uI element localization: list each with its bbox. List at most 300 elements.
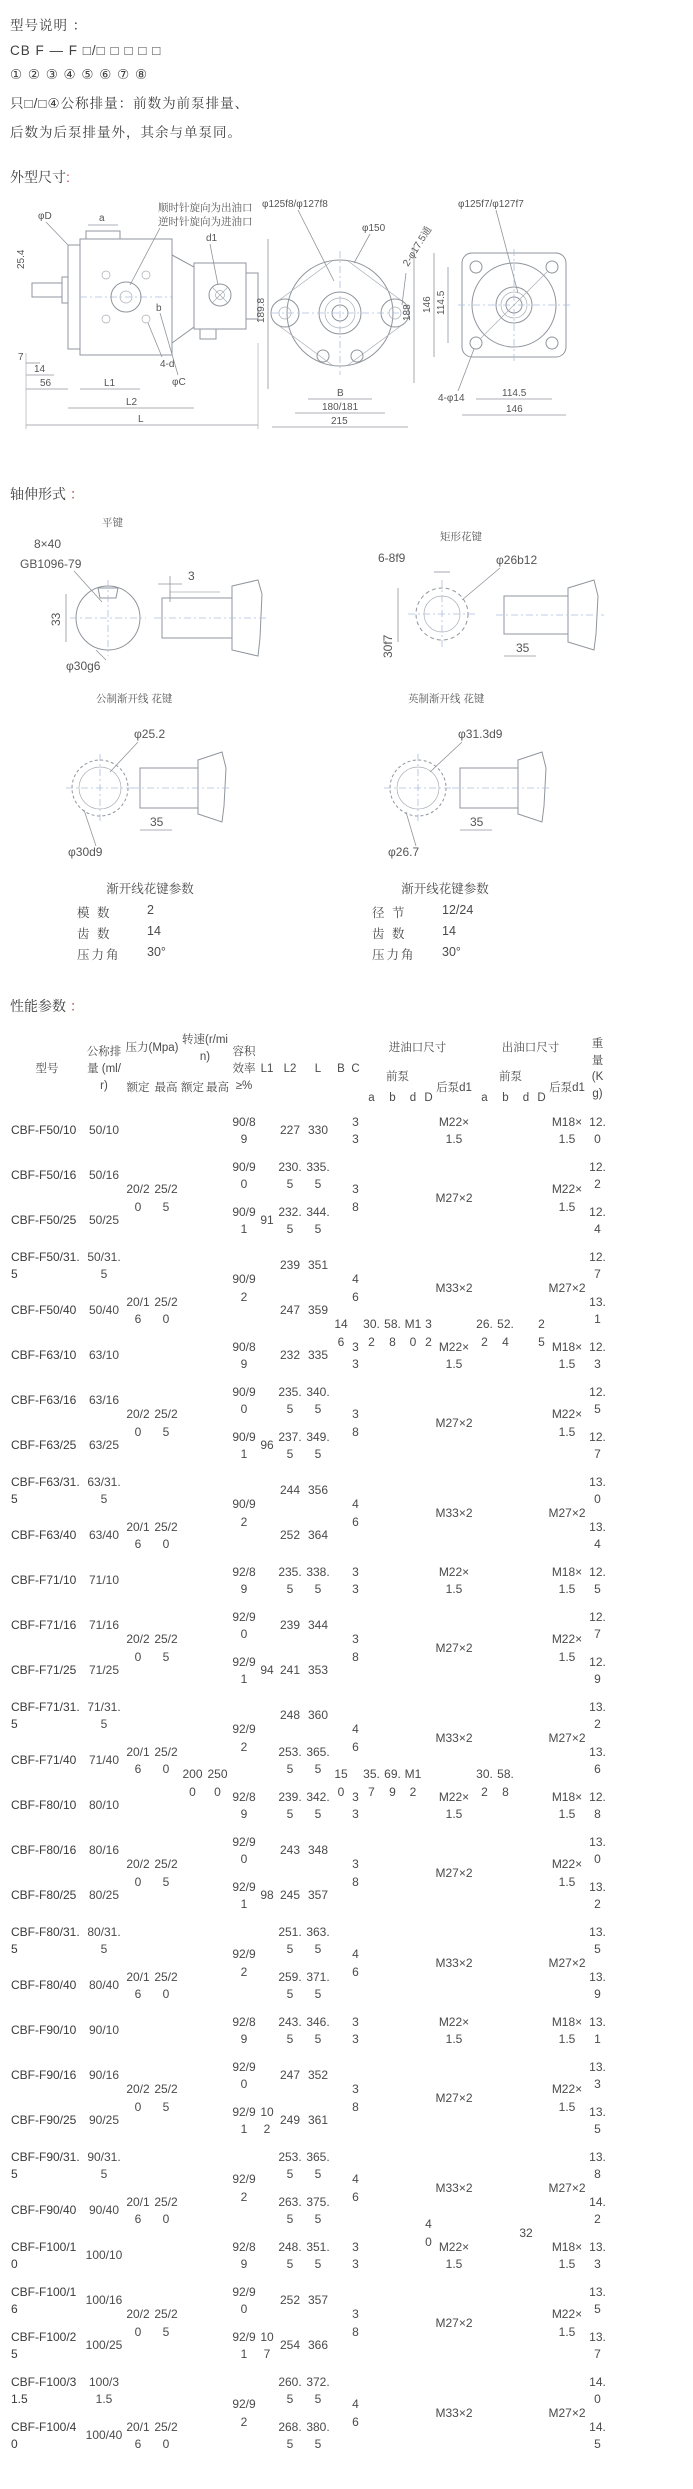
value-cell: 20/20 [126,2307,150,2339]
value-cell: 342.5 [306,1789,330,1822]
header-cell: 额定 [126,1081,150,1094]
value-cell: 344 [307,1618,329,1633]
value-cell: 33 [352,2014,359,2047]
model-cell: CBF-F63/31.5 [11,1474,80,1507]
value-cell: 259.5 [278,1969,302,2002]
dim-L1: L1 [104,378,116,389]
value-cell: 349.5 [306,1429,330,1462]
header-cell: 压力(Mpa) [125,1042,179,1055]
value-cell: 13.5 [589,1924,606,1957]
value-cell: M22×1.5 [551,1857,583,1889]
dim-B: B [337,388,344,399]
value-cell: M18×1.5 [551,1114,583,1147]
performance-heading [10,996,693,1016]
value-cell: 46 [352,1947,359,1979]
value-cell: 20/16 [126,1294,150,1327]
value-cell: 356 [307,1483,329,1498]
model-cell: CBF-F71/31.5 [11,1699,80,1732]
param-label: 压力角 [372,948,416,962]
header-cell: 出油口尺寸 [501,1042,560,1055]
value-cell: 33 [352,1789,359,1822]
value-cell: 30.2 [476,1767,493,1799]
model-cell: CBF-F63/16 [11,1393,77,1408]
value-cell: 12.0 [589,1114,606,1147]
value-cell: 12.5 [589,1384,606,1417]
value-cell: 90/31.5 [87,2149,121,2182]
value-cell: 20/16 [126,1969,150,2002]
model-cell: CBF-F90/16 [11,2068,77,2083]
dim-phiD: φD [38,211,52,222]
value-cell: 20/20 [126,1632,150,1664]
dim-35-metric: 35 [150,815,164,829]
value-cell: 90/90 [232,1384,256,1417]
value-cell: M27×2 [548,2180,586,2195]
value-cell: 338.5 [306,1564,330,1597]
dim-14: 14 [34,364,46,375]
param-value: 12/24 [442,903,474,917]
value-cell: 252 [279,1528,301,1543]
dim-phi26-7: φ26.7 [388,845,420,859]
header-cell: 额定 [181,1081,204,1094]
value-cell: 239 [279,1618,301,1633]
value-cell: 100/16 [85,2293,123,2308]
value-cell: 80/40 [88,1978,120,1993]
value-cell [516,1559,536,2009]
spline-params-metric [65,879,235,966]
value-cell: 80/31.5 [87,1924,121,1957]
value-cell: 63/40 [88,1528,120,1543]
value-cell: 25/20 [154,1294,178,1327]
dim-phi25-2: φ25.2 [134,727,166,741]
dim-phi150: φ150 [362,223,386,234]
model-code-heading [10,14,693,34]
dim-phiC: φC [172,377,186,388]
dim-phi125f7: φ125f7/φ127f7 [458,199,524,210]
spline-params-metric-title: 渐开线花键参数 [106,882,194,896]
value-cell: 92/90 [232,1834,256,1867]
value-cell: 92/90 [232,1609,256,1642]
model-cell: CBF-F100/40 [11,2419,77,2452]
value-cell: 361 [307,2113,329,2128]
value-cell: 13.2 [589,1879,606,1912]
value-cell: 2500 [207,1767,228,1799]
model-code-note-2: 后数为后泵排量外，其余与单泵同。 [10,125,242,140]
value-cell: 38 [352,1407,359,1439]
value-cell: 92/89 [232,1564,256,1597]
value-cell: 247 [279,2068,301,2083]
spline-params-imperial-title: 渐开线花键参数 [401,882,489,896]
header-cell: 前泵 [386,1071,409,1084]
value-cell: 13.2 [589,1699,606,1732]
header-cell: 重量(Kg) [591,1038,604,1101]
value-cell: 32 [425,1317,432,1349]
value-cell: 71/40 [88,1753,120,1768]
value-cell: 351.5 [306,2239,330,2272]
value-cell: 335 [307,1348,329,1363]
value-cell: 107 [260,2329,274,2362]
header-cell: D [537,1092,546,1105]
value-cell: 50/16 [88,1168,120,1183]
param-label: 模 数 [77,906,112,920]
value-cell: 20/16 [126,2419,150,2452]
value-cell: 371.5 [306,1969,330,2002]
value-cell: 346.5 [306,2014,330,2047]
dim-phi30g6: φ30g6 [66,659,101,673]
model-cell: CBF-F90/25 [11,2113,77,2128]
dim-phi26b12: φ26b12 [496,553,538,567]
header-cell: 公称排量 (ml/r) [86,1046,122,1092]
value-cell: 239 [279,1258,301,1273]
table-row [10,2009,608,2054]
model-cell: CBF-F80/40 [11,1978,77,1993]
value-cell: 92/90 [232,2284,256,2317]
value-cell: 25/25 [154,2307,178,2339]
value-cell: 25/25 [154,1182,178,1214]
value-cell: M22×1.5 [438,1339,470,1372]
param-value: 30° [442,945,461,959]
value-cell: 33 [352,1114,359,1147]
header-cell: a [368,1092,375,1105]
dim-215: 215 [331,416,348,427]
value-cell: 102 [260,2104,274,2137]
model-cell: CBF-F71/25 [11,1663,77,1678]
value-cell: 91 [260,1213,274,1228]
dim-7: 7 [18,352,24,363]
value-cell: 35.7 [363,1767,380,1799]
value-cell: 357 [307,2293,329,2308]
value-cell: 30.2 [363,1317,380,1349]
value-cell: 38 [352,2307,359,2339]
value-cell: 13.8 [589,2149,606,2182]
value-cell: 330 [307,1123,329,1138]
table-row [10,1109,608,1154]
value-cell: 32 [519,2225,533,2240]
value-cell [495,2009,516,2459]
value-cell: 230.5 [278,1159,302,1192]
value-cell: 14.0 [589,2374,606,2407]
dim-3: 3 [188,569,195,583]
dim-180-181: 180/181 [322,402,359,413]
table-row [10,1559,608,1604]
value-cell: M27×2 [548,1730,586,1745]
perf-heading-text: 性能参数 [10,998,66,1014]
value-cell: 12.7 [589,1249,606,1282]
value-cell: 69.9 [384,1767,401,1799]
value-cell [403,2009,423,2459]
dim-a: a [99,213,105,224]
dim-114-5-v: 114.5 [436,290,447,315]
value-cell: 20/20 [126,1857,150,1889]
value-cell: 100/10 [85,2248,123,2263]
outline-heading-text: 外型尺寸 [10,169,66,185]
header-cell: 最高 [206,1081,229,1094]
dim-146-h: 146 [506,404,523,415]
model-cell: CBF-F63/25 [11,1438,77,1453]
value-cell: 366 [307,2338,329,2353]
value-cell: 13.3 [589,2239,606,2272]
value-cell: 92/92 [232,1722,256,1754]
dim-114-5-h: 114.5 [502,388,527,399]
value-cell: 90/92 [232,1497,256,1529]
shaft-key-drawings [10,510,693,680]
value-cell: 235.5 [278,1384,302,1417]
value-cell: M33×2 [435,1505,473,1520]
value-cell: 38 [352,2082,359,2114]
value-cell: 33 [352,1339,359,1372]
value-cell: 14.5 [589,2419,606,2452]
param-label: 齿 数 [77,927,112,941]
value-cell: 13.0 [589,1834,606,1867]
value-cell: 52.4 [497,1317,514,1349]
value-cell: 90/16 [88,2068,120,2083]
value-cell: 40 [425,2217,432,2249]
header-cell: b [502,1092,509,1105]
value-cell [474,2009,495,2459]
value-cell: 92/89 [232,2014,256,2047]
perf-heading-colon: ： [66,998,84,1014]
dim-b: b [156,303,162,314]
value-cell: M22×1.5 [551,1407,583,1439]
value-cell: 98 [260,1888,274,1903]
value-cell: 96 [260,1438,274,1453]
header-cell: b [389,1092,396,1105]
heading-colon: ： [68,18,88,33]
value-cell: 247 [279,1303,301,1318]
value-cell: M22×1.5 [438,1114,470,1147]
value-cell: 92/89 [232,1789,256,1822]
param-label: 径 节 [372,906,407,920]
value-cell: 50/10 [88,1123,120,1138]
header-cell: 后泵d1 [549,1081,585,1094]
value-cell: 365.5 [306,2149,330,2182]
value-cell: 12.3 [589,1339,606,1372]
note-ccw-inlet: 逆时针旋向为进油口 [158,216,253,228]
model-cell: CBF-F100/25 [11,2329,77,2362]
value-cell: 71/16 [88,1618,120,1633]
shaft-heading-text: 轴伸形式 [10,486,66,502]
spline-params-imperial [360,879,530,966]
flat-key-title: 平键 [102,517,123,529]
model-cell: CBF-F71/10 [11,1573,77,1588]
model-cell: CBF-F80/31.5 [11,1924,80,1957]
model-cell: CBF-F50/31.5 [11,1249,80,1282]
value-cell: 26.2 [476,1317,493,1349]
value-cell: 12.9 [589,1654,606,1687]
value-cell: 46 [352,2172,359,2204]
value-cell: 232.5 [278,1204,302,1237]
value-cell: 58.8 [384,1317,401,1349]
value-cell: 71/10 [88,1573,120,1588]
value-cell: 12.5 [589,1564,606,1597]
dim-30f7: 30f7 [381,634,395,658]
value-cell: 50/25 [88,1213,120,1228]
header-cell: 前泵 [499,1071,522,1084]
value-cell: 94 [260,1663,274,1678]
param-value: 2 [147,903,154,917]
value-cell: 13.6 [589,1744,606,1777]
header-cell: D [424,1092,433,1105]
dim-6-8f9: 6-8f9 [378,551,406,565]
value-cell: M18×1.5 [551,1564,583,1597]
value-cell: 92/92 [232,2172,256,2204]
value-cell: M27×2 [435,1190,473,1205]
header-cell: L1 [260,1063,274,1075]
param-label: 压力角 [77,948,121,962]
header-cell: a [481,1092,488,1105]
header-cell: 转速(r/min) [182,1034,228,1063]
value-cell: 20/16 [126,1744,150,1777]
shaft-heading-colon: ： [66,486,84,502]
header-cell: C [351,1063,360,1075]
value-cell: 38 [352,1857,359,1889]
value-cell: 80/16 [88,1843,120,1858]
dim-phi31-3d9: φ31.3d9 [458,727,503,741]
dim-2-phi17-5: 2-φ17.5通 [401,224,435,269]
model-cell: CBF-F90/40 [11,2203,77,2218]
value-cell: 251.5 [278,1924,302,1957]
value-cell: 351 [307,1258,329,1273]
dim-phi125f8: φ125f8/φ127f8 [262,199,328,210]
shaft-forms-heading [10,484,693,504]
dim-35-rect: 35 [516,641,530,655]
dim-8x40: 8×40 [34,537,62,551]
value-cell: 100/40 [85,2428,123,2443]
model-cell: CBF-F71/40 [11,1753,77,1768]
value-cell: 248 [279,1708,301,1723]
value-cell: 243.5 [278,2014,302,2047]
value-cell: M22×1.5 [438,1564,470,1597]
value-cell: 90/91 [232,1429,256,1462]
dim-35-imperial: 35 [470,815,484,829]
outline-dims-heading [10,167,693,187]
value-cell: 25/25 [154,1407,178,1439]
value-cell: 25/20 [154,1744,178,1777]
dim-L2: L2 [126,397,138,408]
value-cell: 375.5 [306,2194,330,2227]
value-cell: 71/25 [88,1663,120,1678]
imperial-spline-title: 英制渐开线 花键 [408,693,485,705]
value-cell: 50/40 [88,1303,120,1318]
value-cell: 63/25 [88,1438,120,1453]
model-cell: CBF-F50/25 [11,1213,77,1228]
rect-spline-title: 矩形花键 [440,531,482,543]
value-cell: 254 [279,2338,301,2353]
value-cell: 244 [279,1483,301,1498]
param-value: 30° [147,945,166,959]
header-cell: 进油口尺寸 [388,1042,447,1055]
value-cell: 92/91 [232,2329,256,2362]
value-cell: 335.5 [306,1159,330,1192]
value-cell: 252 [279,2293,301,2308]
value-cell: M27×2 [435,1640,473,1655]
value-cell: M33×2 [435,2405,473,2420]
value-cell: 13.0 [589,1474,606,1507]
outline-heading-colon: : [66,169,70,185]
value-cell: 253.5 [278,2149,302,2182]
value-cell: 90/25 [88,2113,120,2128]
value-cell: 13.4 [589,1519,606,1552]
value-cell: M22×1.5 [551,1182,583,1214]
model-cell: CBF-F80/25 [11,1888,77,1903]
value-cell: 13.5 [589,2284,606,2317]
value-cell: M33×2 [435,1730,473,1745]
value-cell: 243 [279,1843,301,1858]
value-cell: M18×1.5 [551,2014,583,2047]
value-cell: 249 [279,2113,301,2128]
value-cell: 92/92 [232,1947,256,1979]
model-cell: CBF-F63/10 [11,1348,77,1363]
value-cell [361,2009,382,2459]
value-cell: 13.1 [589,1294,606,1327]
value-cell: 239.5 [278,1789,302,1822]
dim-146-v: 146 [422,296,433,313]
value-cell: 372.5 [306,2374,330,2407]
value-cell [382,2009,403,2459]
value-cell: 20/20 [126,2082,150,2114]
value-cell: 25/20 [154,2194,178,2227]
value-cell: M18×1.5 [551,1789,583,1822]
value-cell: 92/91 [232,1654,256,1687]
value-cell: 245 [279,1888,301,1903]
value-cell: 363.5 [306,1924,330,1957]
value-cell: 90/40 [88,2203,120,2218]
value-cell: 100/31.5 [88,2374,120,2407]
model-code-numbers: ① ② ③ ④ ⑤ ⑥ ⑦ ⑧ [10,67,149,82]
value-cell: 340.5 [306,1384,330,1417]
value-cell: M33×2 [435,2180,473,2195]
value-cell: 2000 [182,1767,203,1799]
performance-table [10,1030,608,2459]
header-cell: 容积效率 ≥% [232,1046,256,1092]
value-cell: 241 [279,1663,301,1678]
value-cell: 13.1 [589,2014,606,2047]
value-cell [332,2009,350,2459]
dim-33: 33 [49,612,63,626]
dim-d1: d1 [206,233,218,244]
value-cell: 92/91 [232,2104,256,2137]
param-value: 14 [147,924,161,938]
value-cell: 63/16 [88,1393,120,1408]
dim-L: L [138,414,144,425]
value-cell: 46 [352,1722,359,1754]
value-cell: 360 [307,1708,329,1723]
model-cell: CBF-F50/10 [11,1123,77,1138]
value-cell: 25 [538,1317,545,1349]
value-cell: M27×2 [435,2090,473,2105]
model-code-heading-text: 型号说明 [10,18,68,33]
value-cell: 25/20 [154,2419,178,2452]
value-cell: M27×2 [548,1955,586,1970]
value-cell: M27×2 [548,1505,586,1520]
value-cell: 268.5 [278,2419,302,2452]
value-cell: 237.5 [278,1429,302,1462]
value-cell: 20/20 [126,1182,150,1214]
value-cell: 38 [352,1182,359,1214]
dim-25-4: 25.4 [16,249,27,269]
dim-188: 188 [402,304,413,321]
value-cell: 357 [307,1888,329,1903]
value-cell: 90/92 [232,1272,256,1304]
value-cell: M22×1.5 [551,2307,583,2339]
value-cell: 12.7 [589,1609,606,1642]
value-cell: 146 [334,1317,348,1349]
value-cell: M27×2 [548,1280,586,1295]
value-cell: 92/92 [232,2397,256,2429]
header-cell: B [337,1063,345,1075]
value-cell: 150 [334,1767,348,1799]
model-cell: CBF-F50/16 [11,1168,77,1183]
model-code-note-1: 只□/□④公称排量：前数为前泵排量、 [10,96,250,111]
